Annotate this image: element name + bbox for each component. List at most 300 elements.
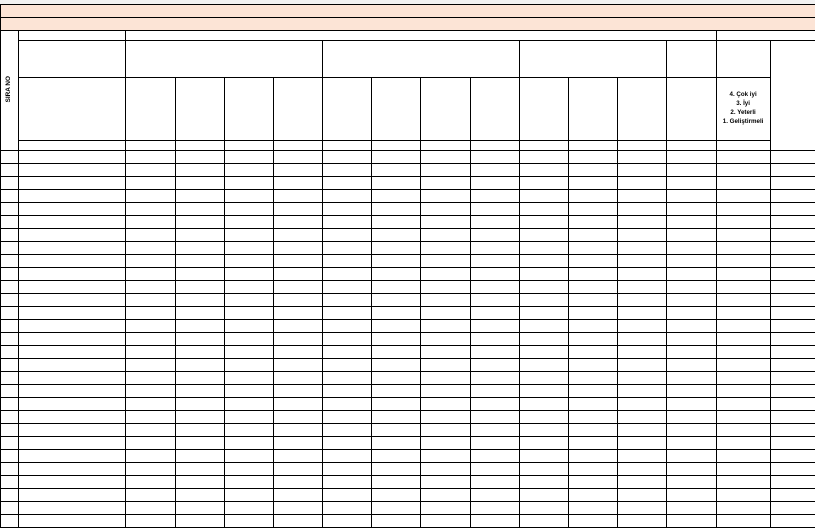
score-cell[interactable] xyxy=(175,333,224,346)
score-cell[interactable] xyxy=(126,307,175,320)
score-cell[interactable] xyxy=(470,463,519,476)
score-cell[interactable] xyxy=(618,437,667,450)
score-cell[interactable] xyxy=(126,437,175,450)
score-cell[interactable] xyxy=(568,203,617,216)
score-cell[interactable] xyxy=(273,515,322,528)
score-cell[interactable] xyxy=(618,489,667,502)
score-cell[interactable] xyxy=(175,476,224,489)
score-cell[interactable] xyxy=(126,203,175,216)
score-cell[interactable] xyxy=(568,281,617,294)
score-cell[interactable] xyxy=(519,203,568,216)
score-cell[interactable] xyxy=(421,268,470,281)
score-cell[interactable] xyxy=(126,164,175,177)
score-cell[interactable] xyxy=(273,164,322,177)
score-cell[interactable] xyxy=(224,255,273,268)
score-cell[interactable] xyxy=(126,346,175,359)
score-cell[interactable] xyxy=(470,502,519,515)
score-cell[interactable] xyxy=(667,333,716,346)
student-name-cell[interactable] xyxy=(19,255,126,268)
score-cell[interactable] xyxy=(568,333,617,346)
student-name-cell[interactable] xyxy=(19,372,126,385)
score-cell[interactable] xyxy=(618,242,667,255)
score-cell[interactable] xyxy=(421,424,470,437)
score-cell[interactable] xyxy=(618,411,667,424)
score-cell[interactable] xyxy=(273,359,322,372)
score-cell[interactable] xyxy=(470,333,519,346)
score-cell[interactable] xyxy=(667,437,716,450)
student-name-cell[interactable] xyxy=(19,515,126,528)
score-cell[interactable] xyxy=(175,515,224,528)
score-cell[interactable] xyxy=(175,320,224,333)
score-cell[interactable] xyxy=(470,203,519,216)
score-cell[interactable] xyxy=(273,333,322,346)
score-cell[interactable] xyxy=(519,476,568,489)
score-cell[interactable] xyxy=(618,463,667,476)
score-cell[interactable] xyxy=(273,151,322,164)
score-cell[interactable] xyxy=(568,398,617,411)
score-cell[interactable] xyxy=(175,164,224,177)
score-cell[interactable] xyxy=(372,437,421,450)
score-cell[interactable] xyxy=(323,190,372,203)
score-cell[interactable] xyxy=(470,515,519,528)
score-cell[interactable] xyxy=(175,203,224,216)
score-cell[interactable] xyxy=(126,398,175,411)
score-cell[interactable] xyxy=(667,476,716,489)
score-cell[interactable] xyxy=(323,333,372,346)
score-cell[interactable] xyxy=(372,307,421,320)
score-cell[interactable] xyxy=(323,437,372,450)
score-cell[interactable] xyxy=(273,502,322,515)
score-cell[interactable] xyxy=(421,463,470,476)
score-cell[interactable] xyxy=(667,346,716,359)
score-cell[interactable] xyxy=(519,320,568,333)
score-cell[interactable] xyxy=(372,411,421,424)
score-cell[interactable] xyxy=(421,229,470,242)
score-cell[interactable] xyxy=(126,294,175,307)
score-cell[interactable] xyxy=(421,164,470,177)
score-cell[interactable] xyxy=(224,229,273,242)
score-cell[interactable] xyxy=(126,333,175,346)
score-cell[interactable] xyxy=(224,190,273,203)
student-name-cell[interactable] xyxy=(19,463,126,476)
score-cell[interactable] xyxy=(126,502,175,515)
score-cell[interactable] xyxy=(667,268,716,281)
student-name-cell[interactable] xyxy=(19,203,126,216)
student-name-cell[interactable] xyxy=(19,437,126,450)
score-cell[interactable] xyxy=(175,242,224,255)
score-cell[interactable] xyxy=(323,502,372,515)
score-cell[interactable] xyxy=(618,515,667,528)
score-cell[interactable] xyxy=(667,463,716,476)
score-cell[interactable] xyxy=(470,385,519,398)
score-cell[interactable] xyxy=(175,463,224,476)
score-cell[interactable] xyxy=(323,281,372,294)
score-cell[interactable] xyxy=(323,346,372,359)
score-cell[interactable] xyxy=(273,268,322,281)
score-cell[interactable] xyxy=(568,437,617,450)
score-cell[interactable] xyxy=(175,177,224,190)
score-cell[interactable] xyxy=(568,229,617,242)
student-name-cell[interactable] xyxy=(19,489,126,502)
score-cell[interactable] xyxy=(323,177,372,190)
score-cell[interactable] xyxy=(519,385,568,398)
score-cell[interactable] xyxy=(421,307,470,320)
score-cell[interactable] xyxy=(421,515,470,528)
score-cell[interactable] xyxy=(470,164,519,177)
score-cell[interactable] xyxy=(273,437,322,450)
score-cell[interactable] xyxy=(421,281,470,294)
score-cell[interactable] xyxy=(224,359,273,372)
score-cell[interactable] xyxy=(175,190,224,203)
score-cell[interactable] xyxy=(126,411,175,424)
score-cell[interactable] xyxy=(126,450,175,463)
score-cell[interactable] xyxy=(175,255,224,268)
score-cell[interactable] xyxy=(372,294,421,307)
score-cell[interactable] xyxy=(175,450,224,463)
student-name-cell[interactable] xyxy=(19,164,126,177)
score-cell[interactable] xyxy=(470,307,519,320)
score-cell[interactable] xyxy=(667,372,716,385)
score-cell[interactable] xyxy=(618,229,667,242)
score-cell[interactable] xyxy=(224,294,273,307)
score-cell[interactable] xyxy=(372,463,421,476)
score-cell[interactable] xyxy=(568,320,617,333)
score-cell[interactable] xyxy=(470,216,519,229)
score-cell[interactable] xyxy=(224,424,273,437)
score-cell[interactable] xyxy=(126,268,175,281)
score-cell[interactable] xyxy=(519,190,568,203)
student-name-cell[interactable] xyxy=(19,307,126,320)
score-cell[interactable] xyxy=(568,385,617,398)
score-cell[interactable] xyxy=(421,476,470,489)
score-cell[interactable] xyxy=(323,203,372,216)
score-cell[interactable] xyxy=(175,281,224,294)
score-cell[interactable] xyxy=(618,346,667,359)
score-cell[interactable] xyxy=(470,190,519,203)
score-cell[interactable] xyxy=(224,268,273,281)
score-cell[interactable] xyxy=(568,463,617,476)
score-cell[interactable] xyxy=(421,398,470,411)
score-cell[interactable] xyxy=(372,281,421,294)
score-cell[interactable] xyxy=(273,398,322,411)
score-cell[interactable] xyxy=(667,242,716,255)
score-cell[interactable] xyxy=(126,242,175,255)
score-cell[interactable] xyxy=(568,164,617,177)
score-cell[interactable] xyxy=(273,411,322,424)
score-cell[interactable] xyxy=(224,346,273,359)
score-cell[interactable] xyxy=(568,359,617,372)
score-cell[interactable] xyxy=(323,463,372,476)
score-cell[interactable] xyxy=(667,164,716,177)
score-cell[interactable] xyxy=(421,294,470,307)
score-cell[interactable] xyxy=(175,411,224,424)
score-cell[interactable] xyxy=(273,177,322,190)
score-cell[interactable] xyxy=(224,320,273,333)
student-name-cell[interactable] xyxy=(19,502,126,515)
score-cell[interactable] xyxy=(618,255,667,268)
score-cell[interactable] xyxy=(568,190,617,203)
score-cell[interactable] xyxy=(126,372,175,385)
score-cell[interactable] xyxy=(126,281,175,294)
score-cell[interactable] xyxy=(372,489,421,502)
score-cell[interactable] xyxy=(618,385,667,398)
score-cell[interactable] xyxy=(618,268,667,281)
student-name-cell[interactable] xyxy=(19,411,126,424)
score-cell[interactable] xyxy=(568,151,617,164)
score-cell[interactable] xyxy=(224,489,273,502)
score-cell[interactable] xyxy=(126,216,175,229)
score-cell[interactable] xyxy=(667,489,716,502)
student-name-cell[interactable] xyxy=(19,450,126,463)
score-cell[interactable] xyxy=(519,372,568,385)
score-cell[interactable] xyxy=(273,294,322,307)
score-cell[interactable] xyxy=(126,177,175,190)
student-name-cell[interactable] xyxy=(19,177,126,190)
score-cell[interactable] xyxy=(470,242,519,255)
score-cell[interactable] xyxy=(618,320,667,333)
score-cell[interactable] xyxy=(667,281,716,294)
score-cell[interactable] xyxy=(323,307,372,320)
score-cell[interactable] xyxy=(126,489,175,502)
score-cell[interactable] xyxy=(224,307,273,320)
score-cell[interactable] xyxy=(618,424,667,437)
student-name-cell[interactable] xyxy=(19,268,126,281)
score-cell[interactable] xyxy=(323,320,372,333)
score-cell[interactable] xyxy=(126,151,175,164)
score-cell[interactable] xyxy=(618,502,667,515)
score-cell[interactable] xyxy=(273,424,322,437)
score-cell[interactable] xyxy=(618,372,667,385)
score-cell[interactable] xyxy=(224,450,273,463)
score-cell[interactable] xyxy=(372,229,421,242)
score-cell[interactable] xyxy=(273,307,322,320)
score-cell[interactable] xyxy=(568,502,617,515)
score-cell[interactable] xyxy=(224,463,273,476)
student-name-cell[interactable] xyxy=(19,359,126,372)
score-cell[interactable] xyxy=(372,242,421,255)
score-cell[interactable] xyxy=(126,359,175,372)
score-cell[interactable] xyxy=(519,216,568,229)
score-cell[interactable] xyxy=(323,489,372,502)
score-cell[interactable] xyxy=(667,294,716,307)
score-cell[interactable] xyxy=(568,216,617,229)
score-cell[interactable] xyxy=(470,398,519,411)
score-cell[interactable] xyxy=(618,359,667,372)
score-cell[interactable] xyxy=(519,307,568,320)
score-cell[interactable] xyxy=(667,255,716,268)
score-cell[interactable] xyxy=(126,229,175,242)
score-cell[interactable] xyxy=(372,190,421,203)
student-name-cell[interactable] xyxy=(19,151,126,164)
score-cell[interactable] xyxy=(519,502,568,515)
score-cell[interactable] xyxy=(568,268,617,281)
score-cell[interactable] xyxy=(568,450,617,463)
score-cell[interactable] xyxy=(667,190,716,203)
score-cell[interactable] xyxy=(224,151,273,164)
score-cell[interactable] xyxy=(519,281,568,294)
score-cell[interactable] xyxy=(568,255,617,268)
score-cell[interactable] xyxy=(618,203,667,216)
score-cell[interactable] xyxy=(519,164,568,177)
score-cell[interactable] xyxy=(126,385,175,398)
score-cell[interactable] xyxy=(421,502,470,515)
score-cell[interactable] xyxy=(421,190,470,203)
score-cell[interactable] xyxy=(667,151,716,164)
score-cell[interactable] xyxy=(667,177,716,190)
score-cell[interactable] xyxy=(618,476,667,489)
score-cell[interactable] xyxy=(175,359,224,372)
student-name-cell[interactable] xyxy=(19,333,126,346)
score-cell[interactable] xyxy=(273,190,322,203)
score-cell[interactable] xyxy=(175,385,224,398)
score-cell[interactable] xyxy=(323,268,372,281)
score-cell[interactable] xyxy=(519,177,568,190)
score-cell[interactable] xyxy=(421,216,470,229)
student-name-cell[interactable] xyxy=(19,281,126,294)
score-cell[interactable] xyxy=(175,307,224,320)
score-cell[interactable] xyxy=(372,320,421,333)
score-cell[interactable] xyxy=(372,450,421,463)
score-cell[interactable] xyxy=(372,359,421,372)
score-cell[interactable] xyxy=(568,489,617,502)
score-cell[interactable] xyxy=(667,411,716,424)
score-cell[interactable] xyxy=(618,294,667,307)
score-cell[interactable] xyxy=(224,476,273,489)
score-cell[interactable] xyxy=(273,281,322,294)
score-cell[interactable] xyxy=(519,346,568,359)
score-cell[interactable] xyxy=(273,203,322,216)
score-cell[interactable] xyxy=(568,346,617,359)
score-cell[interactable] xyxy=(323,359,372,372)
student-name-cell[interactable] xyxy=(19,398,126,411)
student-name-cell[interactable] xyxy=(19,346,126,359)
score-cell[interactable] xyxy=(323,476,372,489)
score-cell[interactable] xyxy=(568,242,617,255)
score-cell[interactable] xyxy=(273,489,322,502)
score-cell[interactable] xyxy=(323,164,372,177)
score-cell[interactable] xyxy=(519,437,568,450)
score-cell[interactable] xyxy=(618,164,667,177)
score-cell[interactable] xyxy=(372,177,421,190)
score-cell[interactable] xyxy=(667,385,716,398)
score-cell[interactable] xyxy=(470,476,519,489)
score-cell[interactable] xyxy=(519,359,568,372)
score-cell[interactable] xyxy=(323,515,372,528)
score-cell[interactable] xyxy=(273,463,322,476)
score-cell[interactable] xyxy=(421,450,470,463)
score-cell[interactable] xyxy=(175,398,224,411)
score-cell[interactable] xyxy=(519,229,568,242)
score-cell[interactable] xyxy=(421,346,470,359)
score-cell[interactable] xyxy=(372,424,421,437)
score-cell[interactable] xyxy=(519,333,568,346)
score-cell[interactable] xyxy=(519,450,568,463)
score-cell[interactable] xyxy=(519,515,568,528)
score-cell[interactable] xyxy=(667,515,716,528)
score-cell[interactable] xyxy=(224,437,273,450)
score-cell[interactable] xyxy=(421,320,470,333)
score-cell[interactable] xyxy=(519,424,568,437)
score-cell[interactable] xyxy=(667,424,716,437)
score-cell[interactable] xyxy=(175,372,224,385)
score-cell[interactable] xyxy=(470,151,519,164)
score-cell[interactable] xyxy=(519,398,568,411)
score-cell[interactable] xyxy=(323,385,372,398)
score-cell[interactable] xyxy=(273,476,322,489)
score-cell[interactable] xyxy=(175,268,224,281)
score-cell[interactable] xyxy=(175,346,224,359)
score-cell[interactable] xyxy=(323,151,372,164)
score-cell[interactable] xyxy=(618,281,667,294)
score-cell[interactable] xyxy=(224,385,273,398)
score-cell[interactable] xyxy=(323,411,372,424)
score-cell[interactable] xyxy=(372,268,421,281)
score-cell[interactable] xyxy=(323,242,372,255)
score-cell[interactable] xyxy=(372,203,421,216)
score-cell[interactable] xyxy=(470,177,519,190)
score-cell[interactable] xyxy=(372,346,421,359)
score-cell[interactable] xyxy=(323,294,372,307)
score-cell[interactable] xyxy=(372,372,421,385)
score-cell[interactable] xyxy=(224,333,273,346)
score-cell[interactable] xyxy=(667,450,716,463)
score-cell[interactable] xyxy=(618,216,667,229)
score-cell[interactable] xyxy=(175,151,224,164)
score-cell[interactable] xyxy=(470,268,519,281)
score-cell[interactable] xyxy=(126,424,175,437)
score-cell[interactable] xyxy=(224,502,273,515)
score-cell[interactable] xyxy=(224,515,273,528)
score-cell[interactable] xyxy=(618,177,667,190)
score-cell[interactable] xyxy=(667,502,716,515)
score-cell[interactable] xyxy=(126,255,175,268)
score-cell[interactable] xyxy=(470,450,519,463)
score-cell[interactable] xyxy=(175,424,224,437)
score-cell[interactable] xyxy=(667,203,716,216)
score-cell[interactable] xyxy=(372,515,421,528)
score-cell[interactable] xyxy=(618,190,667,203)
score-cell[interactable] xyxy=(568,177,617,190)
score-cell[interactable] xyxy=(667,307,716,320)
score-cell[interactable] xyxy=(519,489,568,502)
score-cell[interactable] xyxy=(323,450,372,463)
score-cell[interactable] xyxy=(568,411,617,424)
score-cell[interactable] xyxy=(224,242,273,255)
score-cell[interactable] xyxy=(470,346,519,359)
score-cell[interactable] xyxy=(519,151,568,164)
score-cell[interactable] xyxy=(470,255,519,268)
score-cell[interactable] xyxy=(667,359,716,372)
score-cell[interactable] xyxy=(519,294,568,307)
score-cell[interactable] xyxy=(470,320,519,333)
score-cell[interactable] xyxy=(618,307,667,320)
score-cell[interactable] xyxy=(323,372,372,385)
score-cell[interactable] xyxy=(568,294,617,307)
score-cell[interactable] xyxy=(470,437,519,450)
score-cell[interactable] xyxy=(372,502,421,515)
student-name-cell[interactable] xyxy=(19,216,126,229)
score-cell[interactable] xyxy=(470,359,519,372)
score-cell[interactable] xyxy=(175,489,224,502)
score-cell[interactable] xyxy=(519,268,568,281)
score-cell[interactable] xyxy=(667,229,716,242)
score-cell[interactable] xyxy=(323,216,372,229)
score-cell[interactable] xyxy=(470,372,519,385)
score-cell[interactable] xyxy=(568,476,617,489)
score-cell[interactable] xyxy=(421,411,470,424)
score-cell[interactable] xyxy=(126,476,175,489)
score-cell[interactable] xyxy=(126,320,175,333)
